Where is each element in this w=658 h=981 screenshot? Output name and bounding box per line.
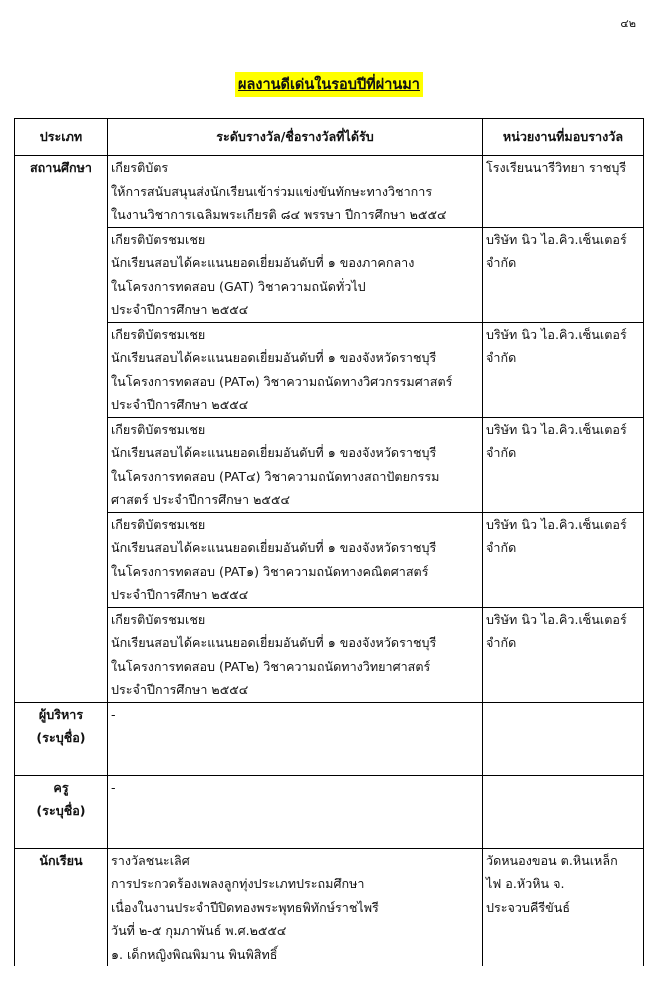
header-award: ระดับรางวัล/ชื่อรางวัลที่ได้รับ xyxy=(108,119,483,156)
table-row xyxy=(15,607,644,702)
award-cell xyxy=(108,322,483,417)
table-row xyxy=(15,322,644,417)
table-row xyxy=(15,227,644,322)
award-cell xyxy=(108,702,483,775)
agency-cell xyxy=(483,848,644,966)
award-line: ประจำปีการศึกษา ๒๕๕๔ xyxy=(111,302,249,317)
category-label: นักเรียน xyxy=(39,852,83,868)
title-wrapper xyxy=(0,72,658,97)
agency-line: ไฟ อ.หัวหิน จ. xyxy=(486,876,565,891)
agency-line: วัดหนองขอน ต.หินเหล็ก xyxy=(486,852,618,868)
award-line: ประจำปีการศึกษา ๒๕๕๔ xyxy=(111,682,249,697)
agency-line: บริษัท นิว ไอ.คิว.เซ็นเตอร์ xyxy=(486,326,627,342)
award-line: ในโครงการทดสอบ (GAT) วิชาความถนัดทั่วไป xyxy=(111,278,366,294)
award-cell xyxy=(108,848,483,966)
award-line: ศาสตร์ ประจำปีการศึกษา ๒๕๕๔ xyxy=(111,492,291,507)
award-cell xyxy=(108,512,483,607)
agency-line: บริษัท นิว ไอ.คิว.เซ็นเตอร์ xyxy=(486,516,627,532)
award-line: เกียรติบัตรชมเชย xyxy=(111,421,206,437)
table-row xyxy=(15,156,644,228)
table-row xyxy=(15,848,644,966)
award-line: นักเรียนสอบได้คะแนนยอดเยี่ยมอันดับที่ ๑ ของจังหวัดราชบุรี xyxy=(111,350,437,365)
page-title: ผลงานดีเด่นในรอบปีที่ผ่านมา xyxy=(235,72,423,97)
agency-cell xyxy=(483,512,644,607)
award-cell xyxy=(108,227,483,322)
category-student xyxy=(15,848,108,966)
award-line: ในโครงการทดสอบ (PAT๔) วิชาความถนัดทางสถาปัตยกรรม xyxy=(111,468,440,484)
agency-cell xyxy=(483,607,644,702)
award-line: นักเรียนสอบได้คะแนนยอดเยี่ยมอันดับที่ ๑ ของจังหวัดราชบุรี xyxy=(111,635,437,650)
award-line: การประกวดร้องเพลงลูกทุ่งประเภทประถมศึกษา xyxy=(111,876,365,891)
agency-cell xyxy=(483,702,644,775)
award-line: รางวัลชนะเลิศ xyxy=(111,852,190,868)
award-line: ประจำปีการศึกษา ๒๕๕๔ xyxy=(111,397,249,412)
category-admin xyxy=(15,702,108,775)
award-line: ในงานวิชาการเฉลิมพระเกียรติ ๘๔ พรรษา ปีการศึกษา ๒๕๕๔ xyxy=(111,207,447,222)
agency-cell xyxy=(483,322,644,417)
category-note: (ระบุชื่อ) xyxy=(36,730,86,745)
agency-cell xyxy=(483,775,644,848)
award-line: ในโครงการทดสอบ (PAT๒) วิชาความถนัดทางวิทยาศาสตร์ xyxy=(111,658,431,674)
agency-line: ประจวบคีรีขันธ์ xyxy=(486,899,571,915)
award-line: - xyxy=(111,779,116,795)
category-school xyxy=(15,156,108,703)
category-label: สถานศึกษา xyxy=(30,160,92,175)
award-cell xyxy=(108,775,483,848)
agency-cell xyxy=(483,156,644,228)
award-line: เกียรติบัตรชมเชย xyxy=(111,231,206,247)
table-row xyxy=(15,775,644,848)
category-label: ครู xyxy=(53,779,69,795)
agency-line: โรงเรียนนารีวิทยา ราชบุรี xyxy=(486,160,627,175)
agency-cell xyxy=(483,227,644,322)
award-line: วันที่ ๒-๕ กุมภาพันธ์ พ.ศ.๒๕๕๔ xyxy=(111,923,287,938)
award-line: นักเรียนสอบได้คะแนนยอดเยี่ยมอันดับที่ ๑ ของจังหวัดราชบุรี xyxy=(111,540,437,555)
award-cell xyxy=(108,607,483,702)
award-line: ในโครงการทดสอบ (PAT๑) วิชาความถนัดทางคณิตศาสตร์ xyxy=(111,563,429,579)
award-line: เกียรติบัตร xyxy=(111,160,169,175)
award-line: ๑. เด็กหญิงพิณพิมาน พินพิสิทธิ์ xyxy=(111,946,278,962)
category-teacher xyxy=(15,775,108,848)
award-line: ประจำปีการศึกษา ๒๕๕๔ xyxy=(111,587,249,602)
award-line: เกียรติบัตรชมเชย xyxy=(111,516,206,532)
table-row xyxy=(15,702,644,775)
category-label: ผู้บริหาร xyxy=(38,706,84,722)
agency-line: จำกัด xyxy=(486,540,517,555)
table-header-row xyxy=(15,119,644,156)
agency-line: บริษัท นิว ไอ.คิว.เซ็นเตอร์ xyxy=(486,231,627,247)
award-line: ให้การสนับสนุนส่งนักเรียนเข้าร่วมแข่งขันทักษะทางวิชาการ xyxy=(111,183,433,199)
agency-line: จำกัด xyxy=(486,350,517,365)
agency-line: จำกัด xyxy=(486,445,517,460)
table-row xyxy=(15,512,644,607)
header-category: ประเภท xyxy=(15,119,108,156)
awards-table xyxy=(14,118,644,966)
award-line: เนื่องในงานประจำปีปิดทองพระพุทธพิทักษ์ราชไพรี xyxy=(111,899,379,915)
category-note: (ระบุชื่อ) xyxy=(36,803,86,818)
award-line: - xyxy=(111,706,116,722)
page-number: ๔๒ xyxy=(620,17,636,30)
agency-cell xyxy=(483,417,644,512)
award-cell xyxy=(108,417,483,512)
award-line: นักเรียนสอบได้คะแนนยอดเยี่ยมอันดับที่ ๑ ของภาคกลาง xyxy=(111,255,415,270)
header-agency: หน่วยงานที่มอบรางวัล xyxy=(483,119,644,156)
table-row xyxy=(15,417,644,512)
agency-line: บริษัท นิว ไอ.คิว.เซ็นเตอร์ xyxy=(486,421,627,437)
agency-line: บริษัท นิว ไอ.คิว.เซ็นเตอร์ xyxy=(486,611,627,627)
award-line: นักเรียนสอบได้คะแนนยอดเยี่ยมอันดับที่ ๑ ของจังหวัดราชบุรี xyxy=(111,445,437,460)
award-line: เกียรติบัตรชมเชย xyxy=(111,326,206,342)
agency-line: จำกัด xyxy=(486,635,517,650)
award-cell xyxy=(108,156,483,228)
award-line: เกียรติบัตรชมเชย xyxy=(111,611,206,627)
award-line: ในโครงการทดสอบ (PAT๓) วิชาความถนัดทางวิศวกรรมศาสตร์ xyxy=(111,373,453,389)
agency-line: จำกัด xyxy=(486,255,517,270)
